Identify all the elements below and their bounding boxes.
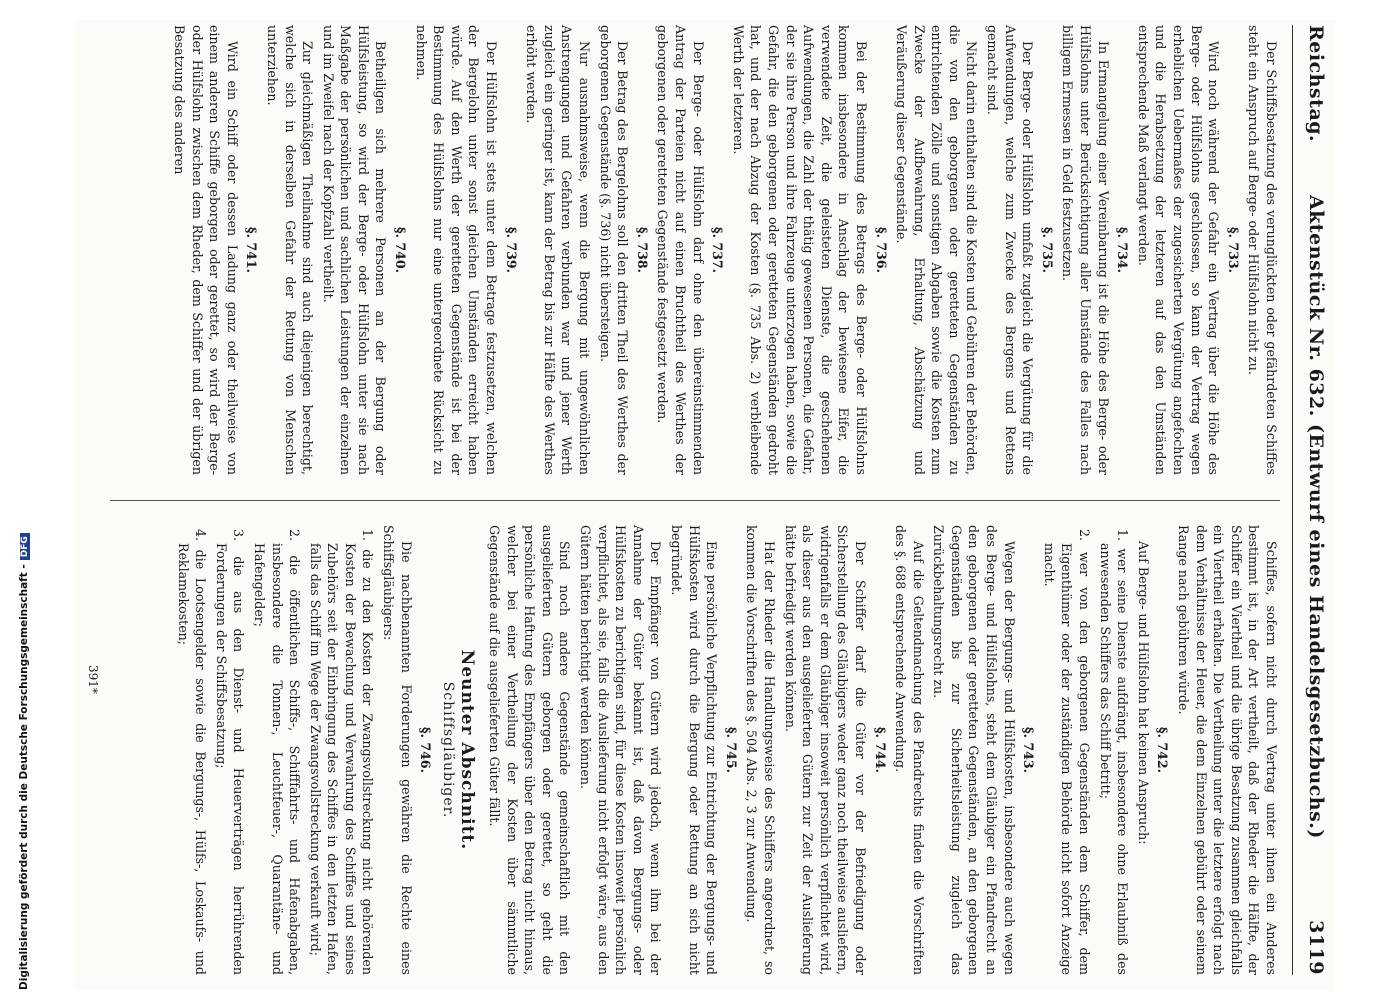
- paragraph: Der Schiffsbesatzung des verunglückten oder gefährdeten Schiffes steht ein Anspruch auf Berge- oder Hülfslohn nicht zu.: [1246, 25, 1279, 475]
- list-item: 3. die aus den Dienst- und Heuerverträgen herrührenden Forderungen der Schiffsbesatzung;: [213, 529, 247, 975]
- paragraph: Der Empfänger von Gütern wird jedoch, wenn ihm bei der Annahme der Güter bekannt ist, daß davon Bergungs- oder Hülfskosten zu berichtigen sind, für diese Kosten insoweit persönlich verpflichtet, als sie, falls die Auslieferung nicht erfolgt wäre, aus den Gütern hätten berichtigt werden können.: [578, 525, 664, 975]
- section-heading: §. 744.: [872, 726, 888, 774]
- section-heading: §. 739.: [503, 226, 519, 274]
- section-heading: §. 740.: [393, 226, 409, 274]
- paragraph: In Ermangelung einer Vereinbarung ist die Höhe des Berge- oder Hülfslohns unter Berücksichtigung aller Umstände des Falles nach billigem Ermessen in Geld festzusetzen.: [1060, 25, 1111, 475]
- page-number: 3119: [1305, 920, 1327, 975]
- paragraph: Der Betrag des Bergelohns soll den dritten Theil des Werthes der geborgenen Gegenstände (§. 736) nicht übersteigen.: [597, 25, 631, 475]
- section-heading: §. 738.: [634, 226, 650, 274]
- section-heading: §. 742.: [1155, 726, 1171, 774]
- digitization-sidebar: [0, 0, 30, 1000]
- paragraph: Zur gleichmäßigen Theilnahme sind auch diejenigen berechtigt, welche sich in derselben Gefahr der Rettung von Menschen unterziehen.: [264, 25, 316, 475]
- paragraph: Eine persönliche Verpflichtung zur Entrichtung der Bergungs- und Hülfskosten wird durch die Bergung oder Rettung an sich nicht begründet.: [669, 525, 720, 975]
- paragraph: Der Schiffer darf die Güter vor der Befriedigung oder Sicherstellung des Gläubigers weder ganz noch theilweise ausliefern, widrigenfalls er dem Gläubiger insoweit persönlich verpflichtet wird, als dieser aus den ausgelieferten Gütern zur Zeit der Auslieferung hätte befriedigt werden können.: [782, 525, 868, 975]
- list-item: 4. die Lootsengelder sowie die Bergungs-, Hülfs-, Loskaufs- und Reklamekosten;: [175, 529, 209, 975]
- paragraph: Betheiligen sich mehrere Personen an der Bergung oder Hülfsleistung, so wird der Berge- oder Hülfslohn unter sie nach Maßgabe der persönlichen und sachlichen Leistungen der einzelnen und im Zweifel nach der Kopfzahl vertheilt.: [320, 25, 389, 475]
- credit-text: Digitalisierung gefördert durch die Deutsche Forschungsgemeinschaft -: [18, 564, 30, 990]
- section-heading: §. 741.: [244, 226, 260, 274]
- section-heading: §. 735.: [1039, 226, 1055, 274]
- header-rule: [1292, 25, 1293, 975]
- section-heading: §. 743.: [1021, 726, 1037, 774]
- paragraph: Bei der Bestimmung des Betrags des Berge- oder Hülfslohns kommen insbesondere in Anschlag der bewiesene Eifer, die verwendete Zeit, die geleisteten Dienste, die geschehenen Aufwendungen, die Zahl der thätig gewesenen Personen, die Gefahr, der sie ihre Person und ihre Fahrzeuge unterzogen haben, sowie die Gefahr, die den geborgenen oder geretteten Gegenständen gedroht hat, und der nach Abzug der Kosten (§. 735 Abs. 2) verbleibende Werth der letzteren.: [730, 25, 869, 475]
- paragraph: Wird ein Schiff oder dessen Ladung ganz oder theilweise von einem anderen Schiffe geborgen oder gerettet, so wird der Berge- oder Hülfslohn zwischen dem Rheder, dem Schiffer und der übrigen Besatzung des anderen: [171, 25, 240, 475]
- list-item: 1. die zu den Kosten der Zwangsvollstreckung nicht gehörenden Kosten der Bewachung und Verwahrung des Schiffes und seines Zubehörs seit der Einbringung des Schiffes in den letzten Hafen, falls das Schiff im Wege der Zwangsvollstreckung verkauft wird;: [307, 529, 376, 975]
- chapter-heading: Neunter Abschnitt.: [457, 649, 478, 851]
- paragraph: Nicht darin enthalten sind die Kosten und Gebühren der Behörden, die von den geborgenen oder geretteten Gegenständen zu entrichtenden Zölle und sonstigen Abgaben sowie die Kosten zum Zwecke der Aufbewahrung, Erhaltung, Abschätzung und Veräußerung dieser Gegenstände.: [894, 25, 980, 475]
- list-item: 2. wer von den geborgenen Gegenständen dem Schiffer, dem Eigenthümer oder der zuständigen Behörde nicht sofort Anzeige macht.: [1041, 529, 1093, 975]
- left-column: [100, 25, 1280, 475]
- paragraph: Schiffes, sofern nicht durch Vertrag unter ihnen ein Anderes bestimmt ist, in der Art vertheilt, daß der Rheder die Hälfte, der Schiffer ein Viertheil und die übrige Besatzung zusammen gleichfalls ein Viertheil erhalten. Die Vertheilung unter die letztere erfolgt nach dem Verhältnisse der Heuer, die dem Einzelnen gebührt oder seinem Range nach gebühren würde.: [1176, 525, 1279, 975]
- section-heading: §. 733.: [1225, 226, 1241, 274]
- header-left: Reichstag.: [1305, 25, 1327, 143]
- section-heading: §. 737.: [710, 226, 726, 274]
- section-heading: §. 736.: [873, 226, 889, 274]
- paragraph: Auf die Geltendmachung des Pfandrechts finden die Vorschriften des §. 688 entsprechende Anwendung.: [893, 525, 926, 975]
- section-heading: §. 745.: [723, 726, 739, 774]
- list-item: 2. die öffentlichen Schiffs-, Schifffahrts- und Hafenabgaben, insbesondere die Tonnen-, Leuchtfeuer-, Quarantäne- und Hafengelder;: [251, 529, 303, 975]
- dfg-logo: DFG: [20, 533, 30, 560]
- chapter-subtitle: Schiffsgläubiger.: [439, 681, 456, 819]
- paragraph: Wird noch während der Gefahr ein Vertrag über die Höhe des Berge- oder Hülfslohns geschlossen, so kann der Vertrag wegen erheblichen Uebermaßes der zugesicherten Vergütung angefochten und die Herabsetzung der letzteren auf das den Umständen entsprechende Maß verlangt werden.: [1135, 25, 1222, 475]
- signature-mark: 391*: [86, 665, 100, 694]
- section-heading: §. 734.: [1115, 226, 1131, 274]
- paragraph: Wegen der Bergungs- und Hülfskosten, insbesondere auch wegen des Berge- und Hülfslohns, steht dem Gläubiger ein Pfandrecht an den geborgenen oder geretteten Gegenständen, an den geborgenen Gegenständen bis zur Sicherheitsleistung zugleich das Zurückbehaltungsrecht zu.: [931, 525, 1017, 975]
- list-item: 1. wer seine Dienste aufdrängt, insbesondere ohne Erlaubniß des anwesenden Schiffers das Schiff betritt;: [1097, 529, 1131, 975]
- right-column: [100, 525, 1280, 975]
- header-title: Aktenstück Nr. 632. (Entwurf eines Handelsgesetzbuchs.): [1305, 195, 1327, 839]
- section-heading: §. 746.: [418, 726, 434, 774]
- paragraph: Nur ausnahmsweise, wenn die Bergung mit ungewöhnlichen Anstrengungen und Gefahren verbunden war und jener Werth zugleich ein geringer ist, kann der Betrag bis zur Hälfte des Werthes erhöht werden.: [524, 25, 593, 475]
- paragraph: Hat der Rheder die Handlungsweise des Schiffers angeordnet, so kommen die Vorschriften des §. 504 Abs. 2, 3 zur Anwendung.: [744, 525, 777, 975]
- paragraph: Die nachbenannten Forderungen gewähren die Rechte eines Schiffsgläubigers:: [381, 525, 414, 975]
- digitization-credit: [18, 533, 30, 990]
- column-divider: [110, 500, 1280, 501]
- paragraph: Der Hülfslohn ist stets unter dem Betrage festzusetzen, welchen der Bergelohn unter sonst gleichen Umständen erreicht haben würde. Auf den Werth der geretteten Gegenstände ist bei der Bestimmung des Hülfslohns nur eine untergeordnete Rücksicht zu nehmen.: [413, 25, 500, 475]
- paragraph: Der Berge- oder Hülfslohn darf ohne den übereinstimmenden Antrag der Parteien nicht auf einen Bruchtheil des Werthes der geborgenen oder geretteten Gegenstände festgesetzt werden.: [655, 25, 706, 475]
- paragraph: Sind noch andere Gegenstände gemeinschaftlich mit den ausgelieferten Gütern geborgen oder gerettet, so geht die persönliche Haftung des Empfängers über den Betrag nicht hinaus, welcher bei einer Vertheilung der Kosten über sämmtliche Gegenstände auf die ausgelieferten Güter fällt.: [487, 525, 573, 975]
- paragraph: Auf Berge- und Hülfslohn hat keinen Anspruch:: [1135, 541, 1151, 845]
- document-page: [80, 25, 1335, 975]
- running-header: [1287, 25, 1327, 975]
- paragraph: Der Berge- oder Hülfslohn umfaßt zugleich die Vergütung für die Aufwendungen, welche zum Zwecke des Bergens und Rettens gemacht sind.: [985, 25, 1036, 475]
